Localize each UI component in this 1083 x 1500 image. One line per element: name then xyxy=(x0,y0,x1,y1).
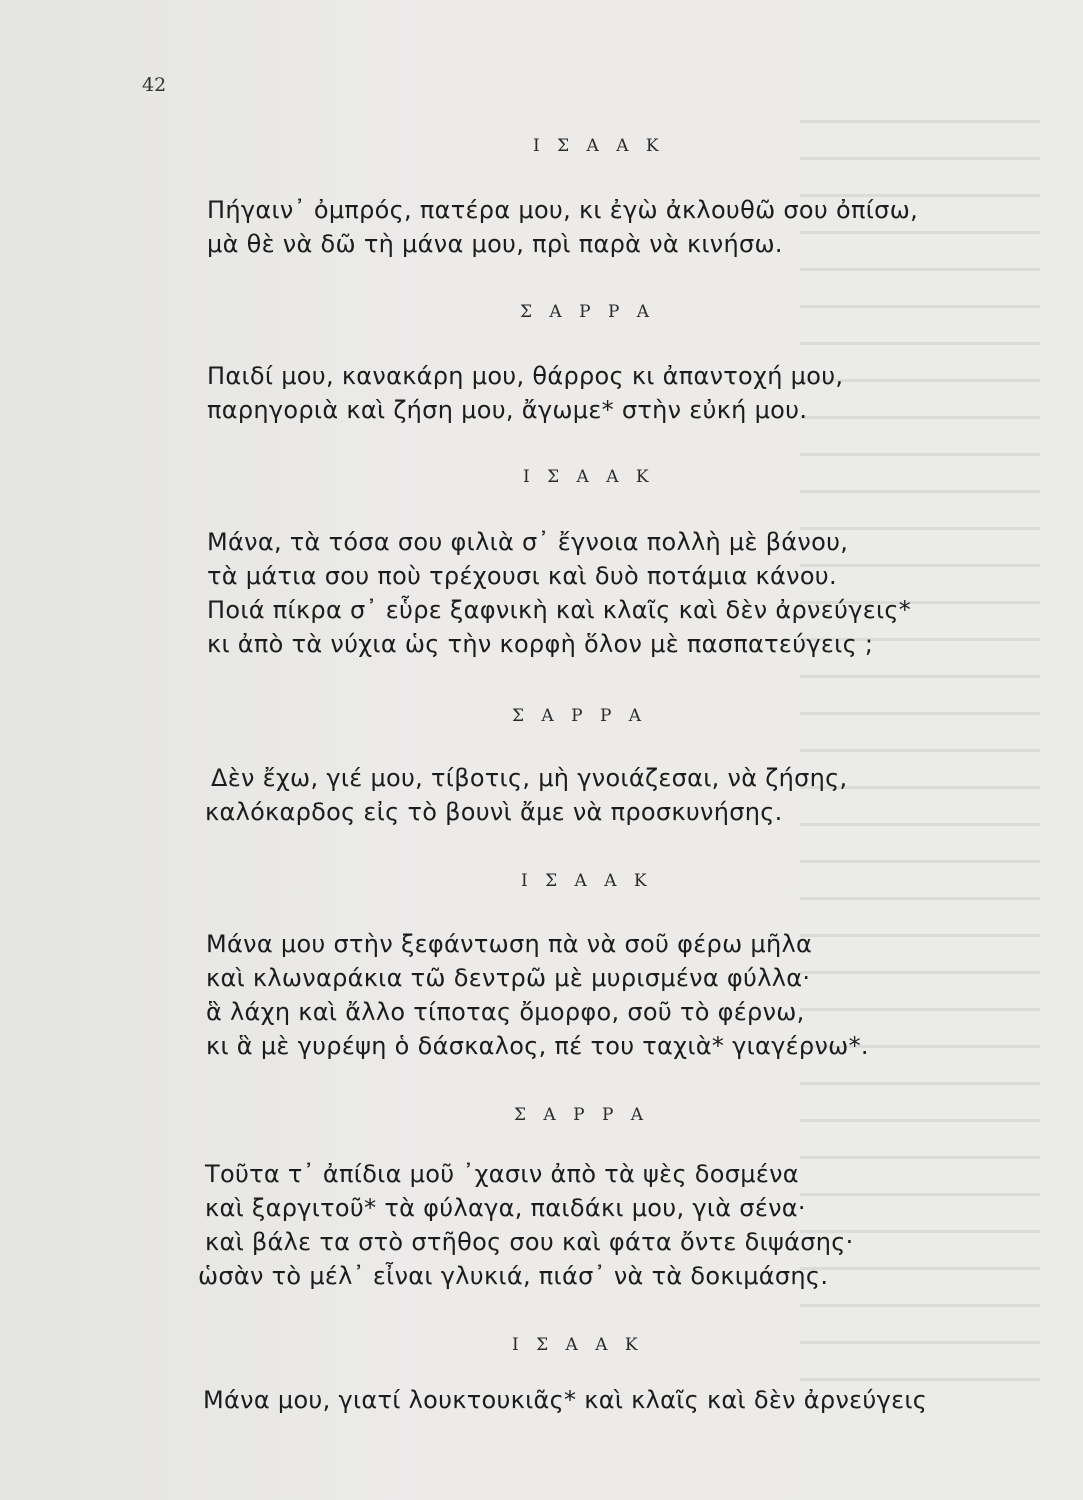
verse-line: καλόκαρδος εἰς τὸ βουνὶ ἄμε νὰ προσκυνήσης. xyxy=(205,798,783,826)
speaker-heading: Ι Σ Α Α Κ xyxy=(521,871,653,891)
verse-line: Μάνα μου στὴν ξεφάντωση πὰ νὰ σοῦ φέρω μῆλα xyxy=(206,930,813,958)
speaker-heading: Σ Α Ρ Ρ Α xyxy=(514,1105,650,1125)
verse-line: καὶ κλωναράκια τῶ δεντρῶ μὲ μυρισμένα φύλλα· xyxy=(206,964,811,992)
verse-line: κι ἃ μὲ γυρέψη ὁ δάσκαλος, πέ του ταχιὰ* γιαγέρνω*. xyxy=(206,1032,869,1060)
verse-line: Τοῦτα τ᾿ ἀπίδια μοῦ ᾿χασιν ἀπὸ τὰ ψὲς δοσμένα xyxy=(205,1160,799,1188)
verse-line: κι ἀπὸ τὰ νύχια ὡς τὴν κορφὴ ὅλον μὲ πασπατεύγεις ; xyxy=(207,630,874,658)
verse-line: ὡσὰν τὸ μέλ᾿ εἶναι γλυκιά, πιάσ᾿ νὰ τὰ δοκιμάσης. xyxy=(198,1262,829,1290)
verse-line: μὰ θὲ νὰ δῶ τὴ μάνα μου, πρὶ παρὰ νὰ κινήσω. xyxy=(207,230,783,258)
verse-line: Πήγαιν᾿ ὀμπρός, πατέρα μου, κι ἐγὼ ἀκλουθῶ σου ὀπίσω, xyxy=(207,196,919,224)
speaker-heading: Σ Α Ρ Ρ Α xyxy=(512,706,648,726)
speaker-heading: Ι Σ Α Α Κ xyxy=(523,467,655,487)
verse-line: Μάνα μου, γιατί λουκτουκιᾶς* καὶ κλαῖς καὶ δὲν ἀρνεύγεις xyxy=(203,1386,928,1414)
page-number: 42 xyxy=(142,74,167,96)
verse-line: Μάνα, τὰ τόσα σου φιλιὰ σ᾿ ἔγνοια πολλὴ μὲ βάνου, xyxy=(207,528,849,556)
speaker-heading: Σ Α Ρ Ρ Α xyxy=(520,302,656,322)
speaker-heading: Ι Σ Α Α Κ xyxy=(533,136,665,156)
verse-line: Παιδί μου, κανακάρη μου, θάρρος κι ἀπαντοχή μου, xyxy=(207,362,844,390)
speaker-heading: Ι Σ Α Α Κ xyxy=(512,1335,644,1355)
verse-line: τὰ μάτια σου ποὺ τρέχουσι καὶ δυὸ ποτάμια κάνου. xyxy=(207,562,837,590)
verse-line: Δὲν ἔχω, γιέ μου, τίβοτις, μὴ γνοιάζεσαι, νὰ ζήσης, xyxy=(211,764,848,792)
verse-line: παρηγοριὰ καὶ ζήση μου, ἄγωμε* στὴν εὐκή μου. xyxy=(207,396,808,424)
verse-line: Ποιά πίκρα σ᾿ εὗρε ξαφνικὴ καὶ κλαῖς καὶ δὲν ἀρνεύγεις* xyxy=(207,596,912,624)
verse-line: καὶ ξαργιτοῦ* τὰ φύλαγα, παιδάκι μου, γιὰ σένα· xyxy=(205,1194,806,1222)
verse-line: καὶ βάλε τα στὸ στῆθος σου καὶ φάτα ὄντε διψάσης· xyxy=(205,1228,854,1256)
verse-line: ἃ λάχη καὶ ἄλλο τίποτας ὄμορφο, σοῦ τὸ φέρνω, xyxy=(206,998,805,1026)
